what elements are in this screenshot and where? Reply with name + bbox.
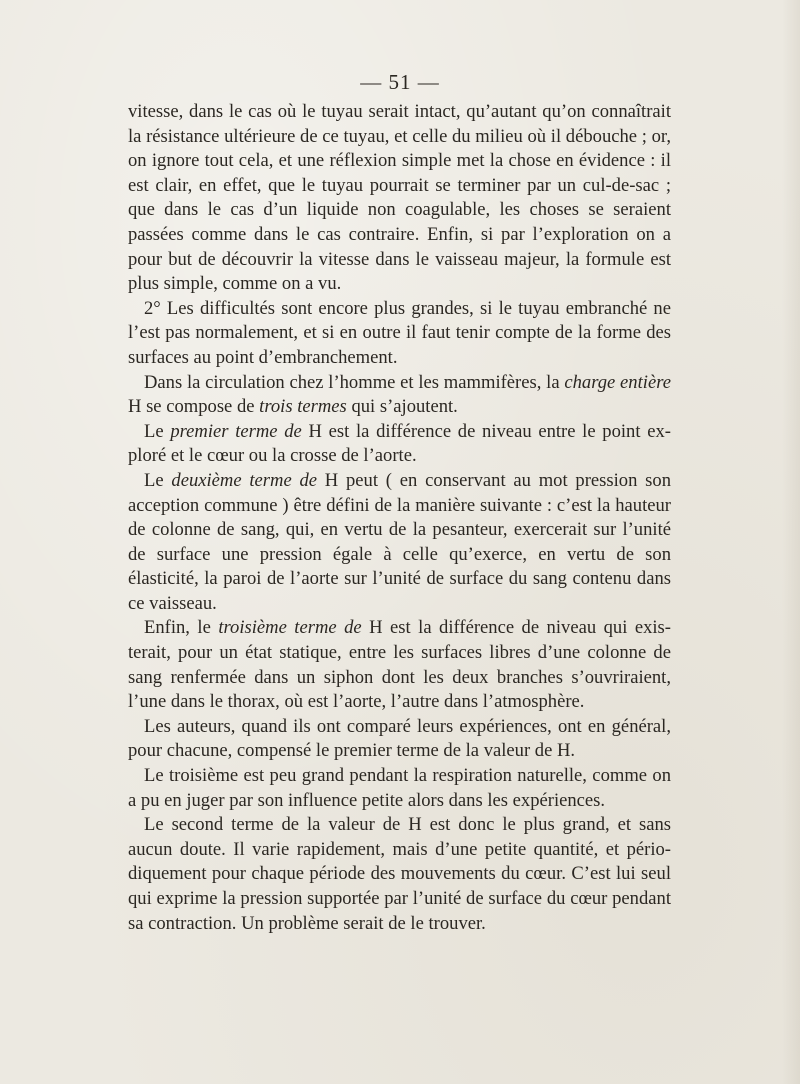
paragraph-text: qui s’ajoutent. <box>346 396 458 418</box>
italic-term: trois termes <box>259 396 347 418</box>
paragraph-text: Le second terme de la valeur de H est donc le plus grand, et sans aucun doute. Il varie rapidement, mais d’une petite quantité, et périodiquement pour chaque période des mouvements du cœur. C’est lui seul qui exprime la pression supportée par l’unité de surface du cœur pendant sa contraction. Un problème serait de le trouver. <box>128 814 671 934</box>
paragraph-text: Le troisième est peu grand pendant la respiration naturelle, comme on a pu en juger par son influence petite alors dans les expériences. <box>128 765 671 811</box>
paragraph-text: H est la différence de niveau entre le point exploré et le cœur ou la crosse de l’aorte. <box>128 420 671 467</box>
page-edge-shadow <box>782 0 800 1084</box>
paragraph-text: Le <box>144 469 172 491</box>
paragraph <box>128 100 671 297</box>
paragraph-text: Enfin, le <box>144 617 219 639</box>
italic-term: charge entière <box>564 371 671 393</box>
italic-term: troisième terme de <box>218 617 362 639</box>
paragraph <box>128 420 671 469</box>
paragraph-text: Le <box>144 420 171 442</box>
paragraph <box>128 715 671 764</box>
italic-term: deuxième terme de <box>171 469 318 491</box>
italic-term: premier terme de <box>170 420 302 442</box>
body-text <box>128 100 671 936</box>
paragraph-text: H est la différence de niveau qui existerait, pour un état statique, entre les surfaces libres d’une colonne de sang renfermée dans un siphon dont les deux branches s’ouvriraient, l’une dans le thorax, où est l’aorte, l’autre dans l’atmosphère. <box>128 617 671 713</box>
paragraph <box>128 616 671 714</box>
paragraph-text: 2° Les difficultés sont encore plus grandes, si le tuyau embranché ne l’est pas normalement, et si en outre il faut tenir compte de la forme des surfaces au point d’embranchement. <box>128 297 671 368</box>
paragraph-text: Dans la circulation chez l’homme et les mammifères, la <box>144 371 565 393</box>
paragraph <box>128 469 671 617</box>
page-number: — 51 — <box>360 70 440 94</box>
paragraph-text: H se compose de <box>128 396 260 418</box>
paragraph <box>128 297 671 371</box>
paragraph <box>128 764 671 813</box>
paragraph-text: vitesse, dans le cas où le tuyau serait intact, qu’autant qu’on connaîtrait la résistance ultérieure de ce tuyau, et celle du milieu où il débouche ; or, on ignore tout cela, et une réflexion simple met la chose en évidence : il est clair, en effet, que le tuyau pourrait se terminer par un cul-de-sac ; que dans le cas d’un liquide non coagulable, les choses se seraient passées comme dans le cas contraire. Enfin, si par l’exploration on a pour but de découvrir la vitesse dans le vaisseau majeur, la formule est plus simple, comme on a vu. <box>128 101 671 295</box>
paragraph-text: H peut ( en conservant au mot pression son acception commune ) être défini de la manière suivante : c’est la hauteur de colonne de sang, qui, en vertu de la pesanteur, exercerait sur l’unité de surface une pression égale à celle qu’exerce, en vertu de son élasticité, la paroi de l’aorte sur l’unité de surface du sang contenu dans ce vaisseau. <box>128 469 671 614</box>
paragraph-text: Les auteurs, quand ils ont comparé leurs expériences, ont en général, pour chacune, compensé le premier terme de la valeur de H. <box>128 715 671 762</box>
paragraph <box>128 371 671 420</box>
paragraph <box>128 813 671 936</box>
